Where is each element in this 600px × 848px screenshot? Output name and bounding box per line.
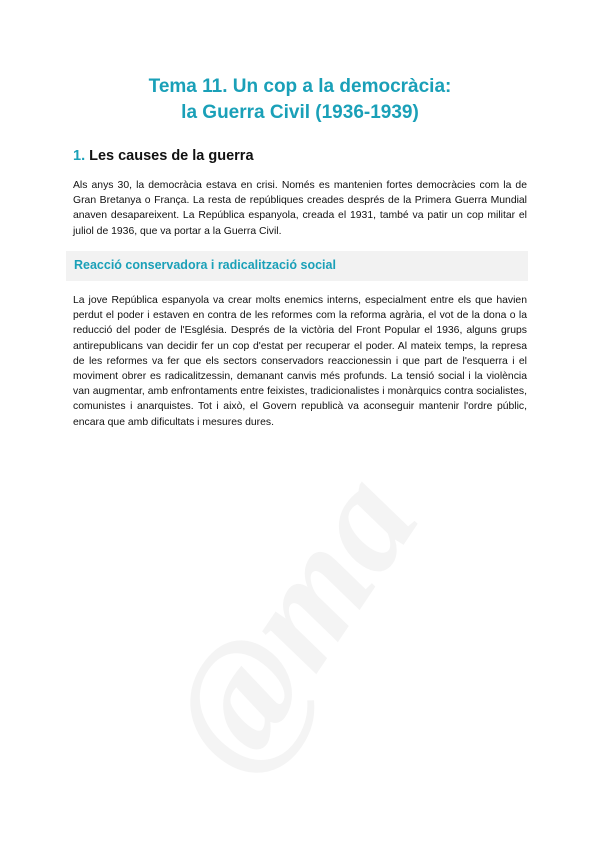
subsection-heading: Reacció conservadora i radicalització social [74,258,336,272]
section-title: Les causes de la guerra [89,148,254,164]
title-line-1: Tema 11. Un cop a la democràcia: [148,76,452,97]
intro-paragraph: Als anys 30, la democràcia estava en crisi. Només es mantenien fortes democràcies com la de Gran Bretanya o França. La resta de repúbliques creades després de la Primera Guerra Mundial anaven desapareixent. La República espanyola, creada el 1931, també va patir un cop militar el juliol de 1936, que va portar a la Guerra Civil. [73,180,527,237]
title-line-2: la Guerra Civil (1936-1939) [181,102,419,123]
body-paragraph: La jove República espanyola va crear molts enemics interns, especialment entre els que havien perdut el poder i estaven en contra de les reformes com la reforma agrària, el vot de la dona o la reducció del poder de l'Església. Després de la victòria del Front Popular el 1936, alguns grups antirepublicans van decidir fer un cop d'estat per recuperar el poder. Al mateix temps, la represa de les reformes va fer que els sectors conservadors reaccionessin i que part de l'esquerra i el moviment obrer es radicalitzessin, demanant canvis més profunds. La tensió social i la violència van augmentar, amb enfrontaments entre feixistes, tradicionalistes i monàrquics contra socialistes, comunistes i anarquistes. Tot i això, el Govern republicà va aconseguir mantenir l'ordre públic, encara que amb dificultats i mesures dures. [73,295,527,428]
section-number: 1. [73,148,86,164]
page-title [0,74,600,126]
section-heading [73,148,254,164]
